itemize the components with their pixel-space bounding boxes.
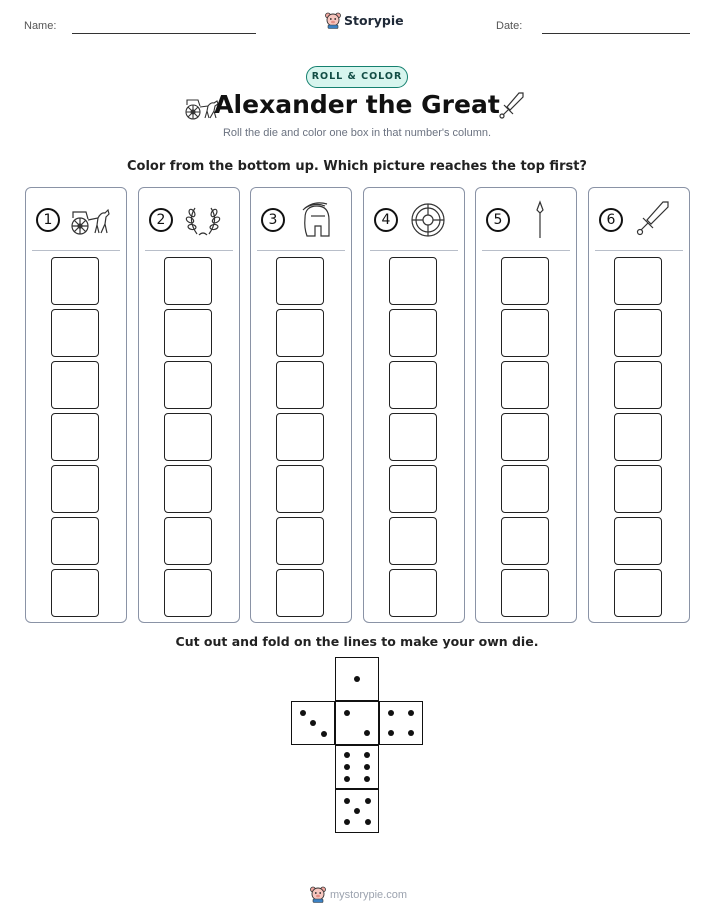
color-box[interactable] bbox=[276, 361, 324, 409]
sword-icon bbox=[631, 200, 675, 240]
cut-instruction: Cut out and fold on the lines to make your own die. bbox=[175, 634, 539, 649]
column-number: 3 bbox=[261, 208, 285, 232]
column-number: 2 bbox=[149, 208, 173, 232]
color-box[interactable] bbox=[51, 413, 99, 461]
color-box[interactable] bbox=[389, 257, 437, 305]
color-box[interactable] bbox=[51, 465, 99, 513]
color-box[interactable] bbox=[164, 361, 212, 409]
column-number: 1 bbox=[36, 208, 60, 232]
die-pip bbox=[364, 730, 370, 736]
column-divider bbox=[482, 250, 570, 251]
color-box[interactable] bbox=[276, 257, 324, 305]
color-box[interactable] bbox=[276, 413, 324, 461]
color-box[interactable] bbox=[614, 361, 662, 409]
color-box[interactable] bbox=[501, 361, 549, 409]
die-pip bbox=[344, 710, 350, 716]
die-pip bbox=[344, 819, 350, 825]
column-number: 6 bbox=[599, 208, 623, 232]
roll-color-badge: ROLL & COLOR bbox=[306, 66, 408, 88]
color-box[interactable] bbox=[389, 309, 437, 357]
color-box[interactable] bbox=[389, 517, 437, 565]
pig-mascot-icon bbox=[310, 886, 326, 903]
column-divider bbox=[257, 250, 345, 251]
color-box[interactable] bbox=[501, 465, 549, 513]
die-pip bbox=[365, 798, 371, 804]
die-pip bbox=[365, 819, 371, 825]
color-box[interactable] bbox=[51, 257, 99, 305]
color-box[interactable] bbox=[501, 517, 549, 565]
color-box[interactable] bbox=[501, 309, 549, 357]
instruction: Color from the bottom up. Which picture reaches the top first? bbox=[127, 159, 587, 174]
color-box[interactable] bbox=[389, 413, 437, 461]
color-box[interactable] bbox=[501, 257, 549, 305]
die-pip bbox=[344, 752, 350, 758]
spartan-helmet-icon bbox=[293, 200, 337, 240]
column-divider bbox=[370, 250, 458, 251]
die-pip bbox=[310, 720, 316, 726]
color-box[interactable] bbox=[51, 361, 99, 409]
round-shield-icon bbox=[406, 200, 450, 240]
die-face-4 bbox=[379, 701, 423, 745]
color-box[interactable] bbox=[276, 517, 324, 565]
brand-logo bbox=[325, 12, 404, 29]
die-pip bbox=[344, 798, 350, 804]
color-box[interactable] bbox=[164, 569, 212, 617]
color-box[interactable] bbox=[389, 361, 437, 409]
die-face-5 bbox=[335, 789, 379, 833]
color-box[interactable] bbox=[389, 569, 437, 617]
die-pip bbox=[408, 710, 414, 716]
color-box[interactable] bbox=[614, 569, 662, 617]
column-3 bbox=[250, 187, 352, 623]
column-1 bbox=[25, 187, 127, 623]
subtitle: Roll the die and color one box in that number's column. bbox=[222, 127, 492, 139]
die-pip bbox=[354, 808, 360, 814]
die-face-1 bbox=[335, 657, 379, 701]
column-number: 5 bbox=[486, 208, 510, 232]
color-box[interactable] bbox=[164, 257, 212, 305]
color-box[interactable] bbox=[614, 309, 662, 357]
spear-icon bbox=[518, 200, 562, 240]
die-face-3 bbox=[291, 701, 335, 745]
die-pip bbox=[388, 710, 394, 716]
die-pip bbox=[388, 730, 394, 736]
column-4 bbox=[363, 187, 465, 623]
color-box[interactable] bbox=[164, 517, 212, 565]
footer-url: mystorypie.com bbox=[330, 888, 408, 901]
die-pip bbox=[344, 776, 350, 782]
column-divider bbox=[595, 250, 683, 251]
die-pip bbox=[321, 731, 327, 737]
color-box[interactable] bbox=[276, 569, 324, 617]
laurel-wreath-icon bbox=[181, 200, 225, 240]
color-box[interactable] bbox=[614, 465, 662, 513]
die-pip bbox=[300, 710, 306, 716]
die-pip bbox=[364, 776, 370, 782]
color-box[interactable] bbox=[51, 569, 99, 617]
name-line[interactable] bbox=[72, 33, 256, 34]
color-box[interactable] bbox=[501, 413, 549, 461]
column-divider bbox=[32, 250, 120, 251]
footer bbox=[310, 886, 407, 903]
die-pip bbox=[408, 730, 414, 736]
column-2 bbox=[138, 187, 240, 623]
column-number: 4 bbox=[374, 208, 398, 232]
color-box[interactable] bbox=[389, 465, 437, 513]
page-title: Alexander the Great bbox=[214, 90, 500, 119]
color-box[interactable] bbox=[164, 309, 212, 357]
sword-icon bbox=[498, 91, 526, 123]
color-box[interactable] bbox=[614, 257, 662, 305]
column-5 bbox=[475, 187, 577, 623]
die-face-2 bbox=[335, 701, 379, 745]
die-pip bbox=[344, 764, 350, 770]
color-box[interactable] bbox=[276, 309, 324, 357]
color-box[interactable] bbox=[501, 569, 549, 617]
die-pip bbox=[354, 676, 360, 682]
column-6 bbox=[588, 187, 690, 623]
color-box[interactable] bbox=[164, 465, 212, 513]
color-box[interactable] bbox=[614, 517, 662, 565]
die-face-6 bbox=[335, 745, 379, 789]
name-label: Name: bbox=[24, 20, 57, 32]
date-label: Date: bbox=[496, 20, 523, 32]
color-box[interactable] bbox=[51, 517, 99, 565]
pig-mascot-icon bbox=[325, 12, 341, 29]
chariot-icon bbox=[68, 200, 112, 240]
date-line[interactable] bbox=[542, 33, 690, 34]
color-box[interactable] bbox=[164, 413, 212, 461]
color-box[interactable] bbox=[614, 413, 662, 461]
color-box[interactable] bbox=[51, 309, 99, 357]
die-pip bbox=[364, 752, 370, 758]
color-box[interactable] bbox=[276, 465, 324, 513]
brand-name: Storypie bbox=[344, 13, 404, 28]
die-pip bbox=[364, 764, 370, 770]
column-divider bbox=[145, 250, 233, 251]
